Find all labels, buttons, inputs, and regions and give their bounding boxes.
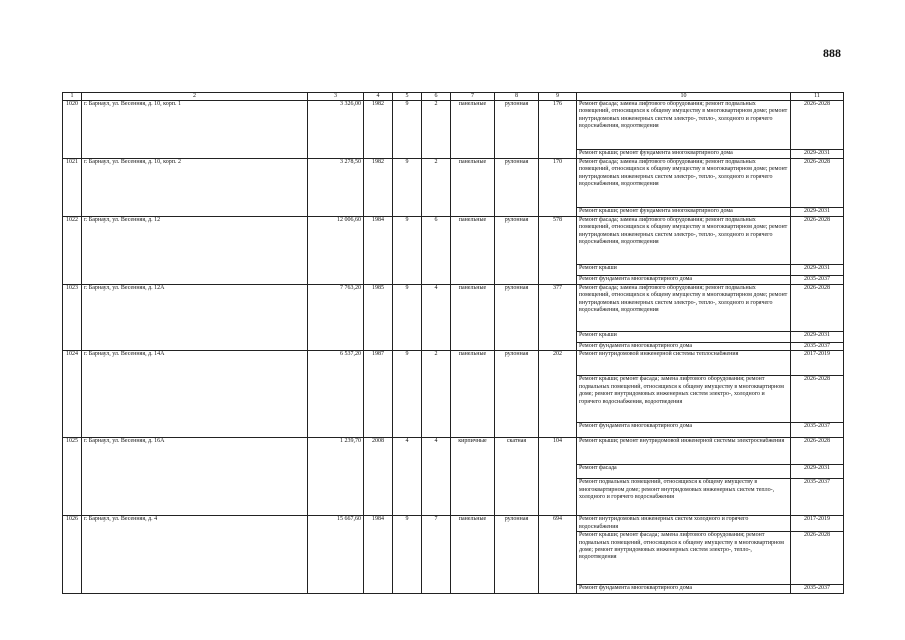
cell-work-type: Ремонт фасада; замена лифтового оборудования; ремонт подвальных помещений, относящихся к общему имуществу в многоквартирном доме; ремонт внутридомовых инженерных систем электро-, тепло-, холодного и горячего водоснабжения, водоотведения — [577, 101, 791, 150]
cell-entrances: 2 — [422, 159, 451, 217]
cell-floors: 4 — [393, 438, 422, 516]
cell-area: 6 537,20 — [308, 351, 364, 438]
column-header-11: 11 — [791, 93, 844, 101]
cell-work-type: Ремонт фундамента многоквартирного дома — [577, 343, 791, 351]
column-header-6: 6 — [422, 93, 451, 101]
cell-period: 2035-2037 — [791, 276, 844, 285]
cell-floors: 9 — [393, 285, 422, 351]
cell-period: 2026-2028 — [791, 532, 844, 585]
cell-residents: 170 — [539, 159, 577, 217]
cell-work-type: Ремонт крыши; ремонт фасада; замена лифтового оборудования; ремонт подвальных помещений, относящихся к общему имуществу в многоквартирном доме; ремонт внутридомовых инженерных систем электро-, тепло-, водоотведения — [577, 532, 791, 585]
cell-year: 2008 — [364, 438, 393, 516]
cell-address: г. Барнаул, ул. Весенняя, д. 16А — [82, 438, 308, 516]
cell-period: 2029-2031 — [791, 332, 844, 343]
cell-work-type: Ремонт фасада; замена лифтового оборудования; ремонт подвальных помещений, относящихся к общему имуществу в многоквартирном доме; ремонт внутридомовых инженерных систем электро-, тепло-, холодного и горячего водоснабжения, водоотведения — [577, 159, 791, 208]
cell-roof: рулонная — [495, 285, 539, 351]
cell-year: 1982 — [364, 159, 393, 217]
cell-roof: скатная — [495, 438, 539, 516]
cell-work-type: Ремонт крыши; ремонт фундамента многоквартирного дома — [577, 208, 791, 217]
cell-area: 3 326,00 — [308, 101, 364, 159]
cell-work-type: Ремонт крыши; ремонт фасада; замена лифтового оборудования; ремонт подвальных помещений, относящихся к общему имуществу в многоквартирном доме; ремонт внутридомовых инженерных систем электро-, холодного и горячего водоснабжения, водоотведения — [577, 376, 791, 423]
cell-residents: 377 — [539, 285, 577, 351]
cell-period: 2029-2031 — [791, 265, 844, 276]
cell-period: 2026-2028 — [791, 376, 844, 423]
cell-floors: 9 — [393, 217, 422, 285]
table-row — [63, 285, 844, 332]
cell-area: 15 667,60 — [308, 516, 364, 594]
cell-address: г. Барнаул, ул. Весенняя, д. 10, корп. 2 — [82, 159, 308, 217]
column-header-9: 9 — [539, 93, 577, 101]
cell-roof: рулонная — [495, 516, 539, 594]
cell-period: 2035-2037 — [791, 479, 844, 516]
table-row — [63, 516, 844, 532]
cell-residents: 104 — [539, 438, 577, 516]
cell-year: 1984 — [364, 516, 393, 594]
cell-area: 7 763,20 — [308, 285, 364, 351]
cell-entrances: 4 — [422, 285, 451, 351]
cell-num: 1021 — [63, 159, 82, 217]
cell-address: г. Барнаул, ул. Весенняя, д. 10, корп. 1 — [82, 101, 308, 159]
cell-work-type: Ремонт фундамента многоквартирного дома — [577, 423, 791, 438]
cell-period: 2029-2031 — [791, 208, 844, 217]
cell-work-type: Ремонт фасада; замена лифтового оборудования; ремонт подвальных помещений, относящихся к общему имуществу в многоквартирном доме; ремонт внутридомовых инженерных систем электро-, тепло-, холодного и горячего водоснабжения, водоотведения — [577, 217, 791, 265]
cell-period: 2026-2028 — [791, 159, 844, 208]
cell-material: кирпичные — [451, 438, 495, 516]
table-row — [63, 351, 844, 376]
cell-address: г. Барнаул, ул. Весенняя, д. 14А — [82, 351, 308, 438]
cell-area: 1 239,70 — [308, 438, 364, 516]
cell-num: 1024 — [63, 351, 82, 438]
cell-residents: 202 — [539, 351, 577, 438]
cell-residents: 694 — [539, 516, 577, 594]
cell-num: 1022 — [63, 217, 82, 285]
cell-work-type: Ремонт фасада; замена лифтового оборудования; ремонт подвальных помещений, относящихся к общему имуществу в многоквартирном доме; ремонт внутридомовых инженерных систем электро-, тепло-, холодного и горячего водоснабжения, водоотведения — [577, 285, 791, 332]
cell-address: г. Барнаул, ул. Весенняя, д. 12 — [82, 217, 308, 285]
repair-schedule-table — [62, 92, 844, 594]
column-header-4: 4 — [364, 93, 393, 101]
cell-year: 1984 — [364, 217, 393, 285]
cell-material: панельные — [451, 159, 495, 217]
cell-work-type: Ремонт внутридомовой инженерной системы теплоснабжения — [577, 351, 791, 376]
cell-entrances: 7 — [422, 516, 451, 594]
cell-area: 3 278,50 — [308, 159, 364, 217]
cell-entrances: 6 — [422, 217, 451, 285]
cell-residents: 176 — [539, 101, 577, 159]
page-number: 888 — [823, 46, 841, 60]
cell-address: г. Барнаул, ул. Весенняя, д. 12А — [82, 285, 308, 351]
column-header-3: 3 — [308, 93, 364, 101]
cell-address: г. Барнаул, ул. Весенняя, д. 4 — [82, 516, 308, 594]
cell-work-type: Ремонт внутридомовых инженерных систем холодного и горячего водоснабжения — [577, 516, 791, 532]
cell-year: 1985 — [364, 285, 393, 351]
cell-work-type: Ремонт фундамента многоквартирного дома — [577, 585, 791, 594]
cell-period: 2026-2028 — [791, 438, 844, 465]
table-row — [63, 438, 844, 465]
cell-period: 2035-2037 — [791, 585, 844, 594]
cell-period: 2026-2028 — [791, 285, 844, 332]
cell-period: 2026-2028 — [791, 217, 844, 265]
cell-entrances: 4 — [422, 438, 451, 516]
cell-period: 2029-2031 — [791, 150, 844, 159]
cell-work-type: Ремонт крыши; ремонт фундамента многоквартирного дома — [577, 150, 791, 159]
column-header-10: 10 — [577, 93, 791, 101]
cell-material: панельные — [451, 101, 495, 159]
cell-year: 1987 — [364, 351, 393, 438]
cell-material: панельные — [451, 285, 495, 351]
cell-work-type: Ремонт фасада — [577, 465, 791, 479]
cell-area: 12 006,60 — [308, 217, 364, 285]
cell-material: панельные — [451, 351, 495, 438]
cell-period: 2017-2019 — [791, 516, 844, 532]
cell-residents: 578 — [539, 217, 577, 285]
cell-num: 1020 — [63, 101, 82, 159]
cell-entrances: 2 — [422, 101, 451, 159]
cell-roof: рулонная — [495, 217, 539, 285]
cell-floors: 9 — [393, 159, 422, 217]
header-row — [63, 93, 844, 101]
cell-roof: рулонная — [495, 101, 539, 159]
cell-floors: 9 — [393, 516, 422, 594]
cell-entrances: 2 — [422, 351, 451, 438]
cell-work-type: Ремонт подвальных помещений, относящихся к общему имуществу в многоквартирном доме; ремонт внутридомовых инженерных систем тепло-, холодного и горячего водоснабжения — [577, 479, 791, 516]
cell-roof: рулонная — [495, 159, 539, 217]
cell-work-type: Ремонт крыши — [577, 332, 791, 343]
table-row — [63, 101, 844, 150]
column-header-5: 5 — [393, 93, 422, 101]
cell-work-type: Ремонт крыши — [577, 265, 791, 276]
cell-period: 2017-2019 — [791, 351, 844, 376]
cell-material: панельные — [451, 516, 495, 594]
table-row — [63, 217, 844, 265]
cell-work-type: Ремонт фундамента многоквартирного дома — [577, 276, 791, 285]
cell-period: 2035-2037 — [791, 423, 844, 438]
cell-period: 2029-2031 — [791, 465, 844, 479]
cell-num: 1025 — [63, 438, 82, 516]
cell-floors: 9 — [393, 351, 422, 438]
column-header-8: 8 — [495, 93, 539, 101]
cell-year: 1982 — [364, 101, 393, 159]
cell-roof: рулонная — [495, 351, 539, 438]
column-header-1: 1 — [63, 93, 82, 101]
cell-floors: 9 — [393, 101, 422, 159]
column-header-7: 7 — [451, 93, 495, 101]
cell-material: панельные — [451, 217, 495, 285]
cell-num: 1026 — [63, 516, 82, 594]
cell-num: 1023 — [63, 285, 82, 351]
cell-period: 2026-2028 — [791, 101, 844, 150]
cell-period: 2035-2037 — [791, 343, 844, 351]
table-row — [63, 159, 844, 208]
cell-work-type: Ремонт крыши; ремонт внутридомовой инженерной системы электроснабжения — [577, 438, 791, 465]
column-header-2: 2 — [82, 93, 308, 101]
